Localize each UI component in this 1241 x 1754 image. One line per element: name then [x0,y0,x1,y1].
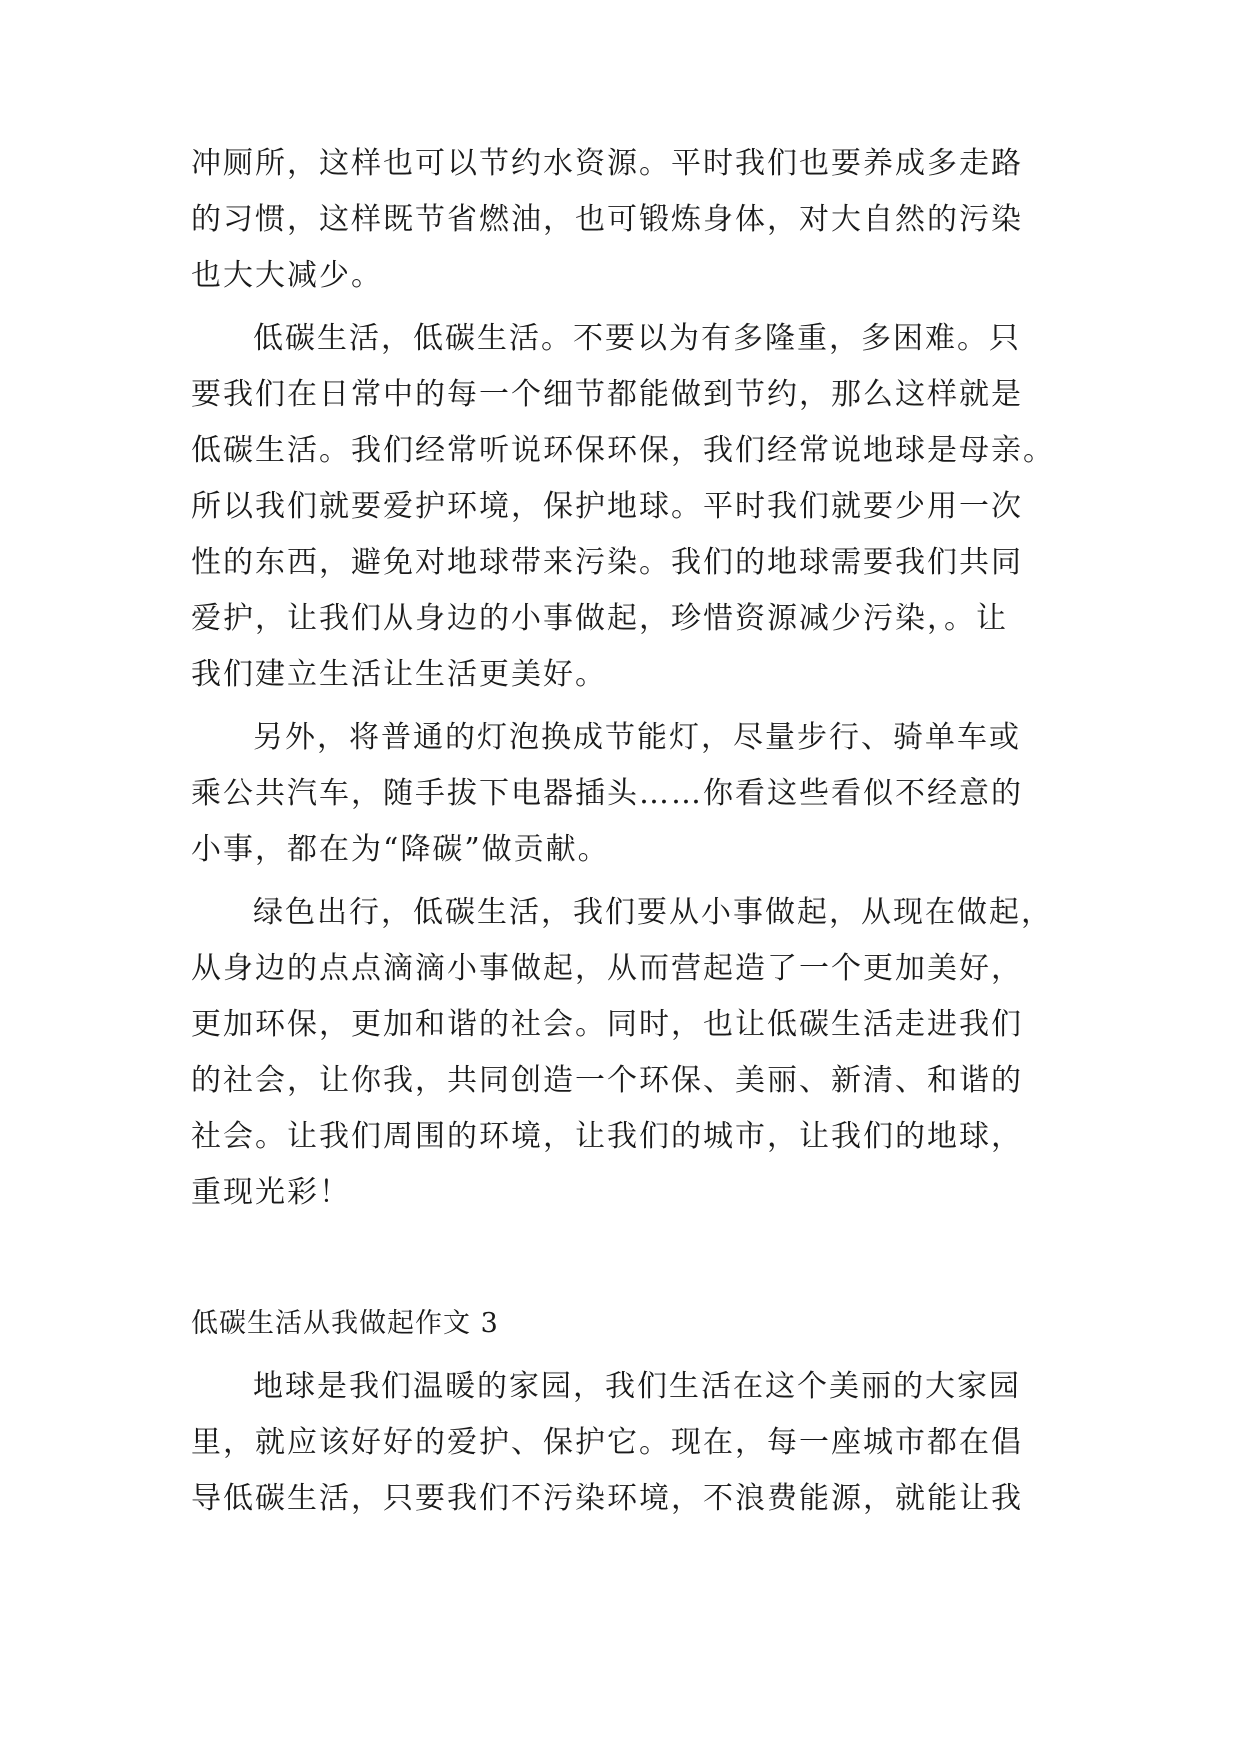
paragraph-4-line-2: 从身边的点点滴滴小事做起，从而营起造了一个更加美好， [191,951,1023,986]
paragraph-2-line-2: 要我们在日常中的每一个细节都能做到节约，那么这样就是 [191,377,1023,412]
paragraph-4-line-1: 绿色出行，低碳生活，我们要从小事做起，从现在做起， [253,895,1053,930]
paragraph-2-line-7: 我们建立生活让生活更美好。 [191,657,607,692]
paragraph-1-line-3: 也大大减少。 [191,258,383,293]
paragraph-5-line-1: 地球是我们温暖的家园，我们生活在这个美丽的大家园 [253,1369,1021,1404]
paragraph-1-line-1: 冲厕所，这样也可以节约水资源。平时我们也要养成多走路 [191,146,1023,181]
paragraph-4-line-6: 重现光彩！ [191,1175,351,1210]
paragraph-4-line-3: 更加环保，更加和谐的社会。同时，也让低碳生活走进我们 [191,1007,1023,1042]
paragraph-5-line-2: 里，就应该好好的爱护、保护它。现在，每一座城市都在倡 [191,1425,1023,1460]
paragraph-1-line-2: 的习惯，这样既节省燃油，也可锻炼身体，对大自然的污染 [191,202,1023,237]
paragraph-2-line-6: 爱护，让我们从身边的小事做起，珍惜资源减少污染，。让 [191,601,1008,636]
paragraph-2-line-4: 所以我们就要爱护环境，保护地球。平时我们就要少用一次 [191,489,1023,524]
paragraph-2-line-3: 低碳生活。我们经常听说环保环保，我们经常说地球是母亲。 [191,433,1055,468]
paragraph-4-line-4: 的社会，让你我，共同创造一个环保、美丽、新清、和谐的 [191,1063,1023,1098]
paragraph-5-line-3: 导低碳生活，只要我们不污染环境，不浪费能源，就能让我 [191,1481,1023,1516]
paragraph-2-line-1: 低碳生活，低碳生活。不要以为有多隆重，多困难。只 [253,321,1021,356]
paragraph-3-line-1: 另外，将普通的灯泡换成节能灯，尽量步行、骑单车或 [253,720,1021,755]
paragraph-4-line-5: 社会。让我们周围的环境，让我们的城市，让我们的地球， [191,1119,1023,1154]
paragraph-3-line-3: 小事，都在为“降碳”做贡献。 [191,832,610,867]
paragraph-2-line-5: 性的东西，避免对地球带来污染。我们的地球需要我们共同 [191,545,1023,580]
section-title: 低碳生活从我做起作文 3 [191,1308,499,1339]
paragraph-3-line-2: 乘公共汽车，随手拔下电器插头……你看这些看似不经意的 [191,776,1023,811]
